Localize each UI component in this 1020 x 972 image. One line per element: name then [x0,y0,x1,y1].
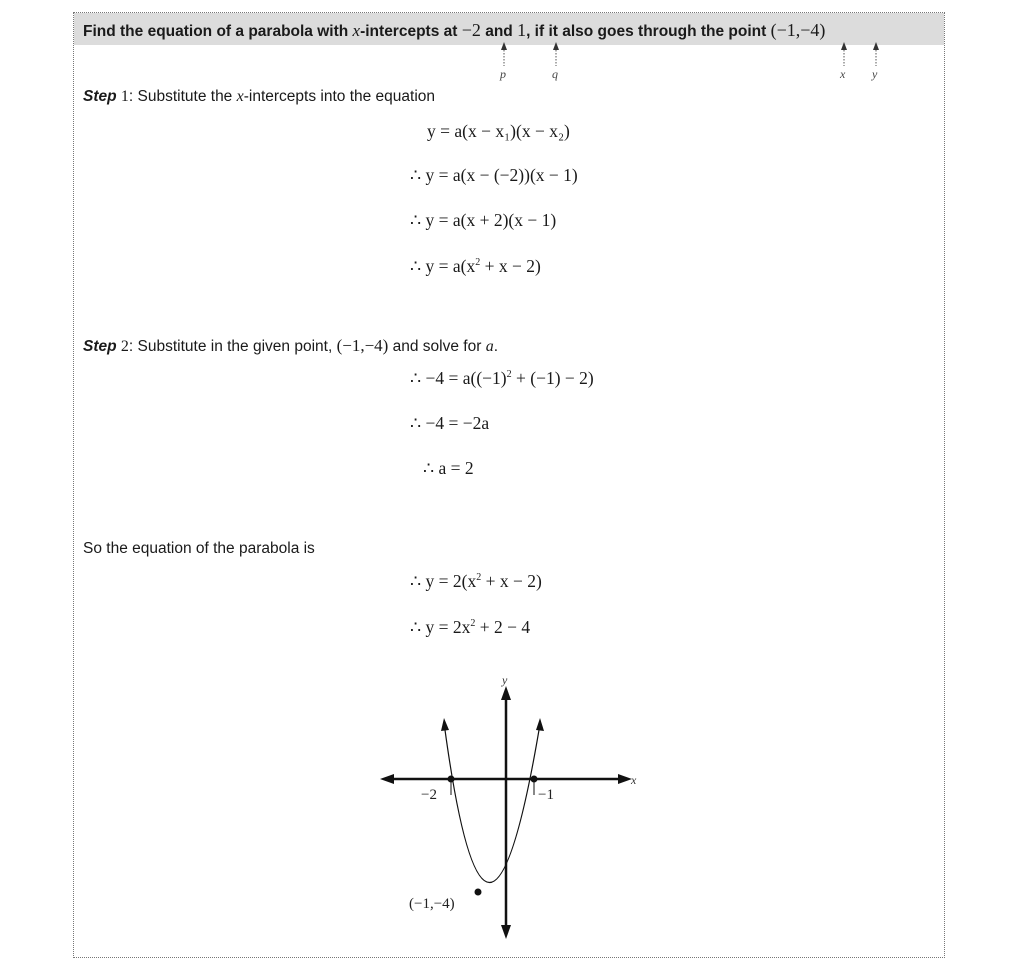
x-axis-right-arrow [618,774,632,784]
parabola-left-arrow [441,718,449,731]
annotation-x: x [840,67,846,81]
intercept-left-label: −2 [421,787,437,803]
y-axis-bottom-arrow [501,925,511,939]
step1-equation-3: ∴ y = a(x + 2)(x − 1) [410,210,557,230]
step1-word: Step [83,88,117,105]
step1-equation-1: y = a(x − x₁)(x − x₂) [427,121,570,141]
step2-equation-3: ∴ a = 2 [423,458,474,478]
step2-var-a: a [485,338,494,355]
parabola-curve [445,730,539,883]
header-intercept-q: 1 [517,20,527,40]
intercept-right-label: −1 [538,787,554,803]
x-axis-left-arrow [380,774,394,784]
step2-text-a: : Substitute in the given point, [128,338,337,355]
conclusion-equation-1: ∴ $y = 2(x^2 + x - 2)$ [410,571,542,591]
step2-word: Step [83,338,117,355]
x-axis-label: x [631,773,637,787]
step2-number: 2 [120,338,129,355]
conclusion-text: So the equation of the parabola is [83,540,315,557]
step1-number: 1 [120,88,129,105]
header-point: (−1,−4) [770,20,826,40]
parabola-right-arrow [536,718,544,731]
step1-var-x: x [236,88,244,105]
vertex-point [475,889,482,896]
step2-equation-1: ∴ $-4 = a((-1)^2 + (-1) - 2)$ [410,368,594,388]
annotation-q: q [552,67,558,81]
step2-text-c: . [493,338,498,355]
step1-text-b: -intercepts into the equation [243,88,436,105]
vertex-label: (−1,−4) [409,896,455,912]
conclusion-equation-2: ∴ $y = 2x^2 + 2 - 4$ [410,617,531,637]
step1-equation-2: ∴ y = a(x − (−2))(x − 1) [410,165,578,185]
step1-equation-4: ∴ $y = a(x^2 + x - 2)$ [410,256,541,276]
header-intercept-p: −2 [461,20,481,40]
header-text-4: , if it also goes through the point [526,23,771,40]
header-text-1: Find the equation of a parabola with [83,23,353,40]
header-text-2: -intercepts at [360,23,462,40]
step2-equation-2: ∴ −4 = −2a [410,413,490,433]
header-var-x: x [352,21,361,40]
step2-point: (−1,−4) [336,336,389,355]
y-axis-label: y [502,673,508,687]
step1-text-a: : Substitute the [128,88,237,105]
annotation-p: p [500,67,506,81]
y-axis-top-arrow [501,686,511,700]
header-text-3: and [480,23,518,40]
annotation-y: y [872,67,878,81]
step2-text-b: and solve for [388,338,486,355]
